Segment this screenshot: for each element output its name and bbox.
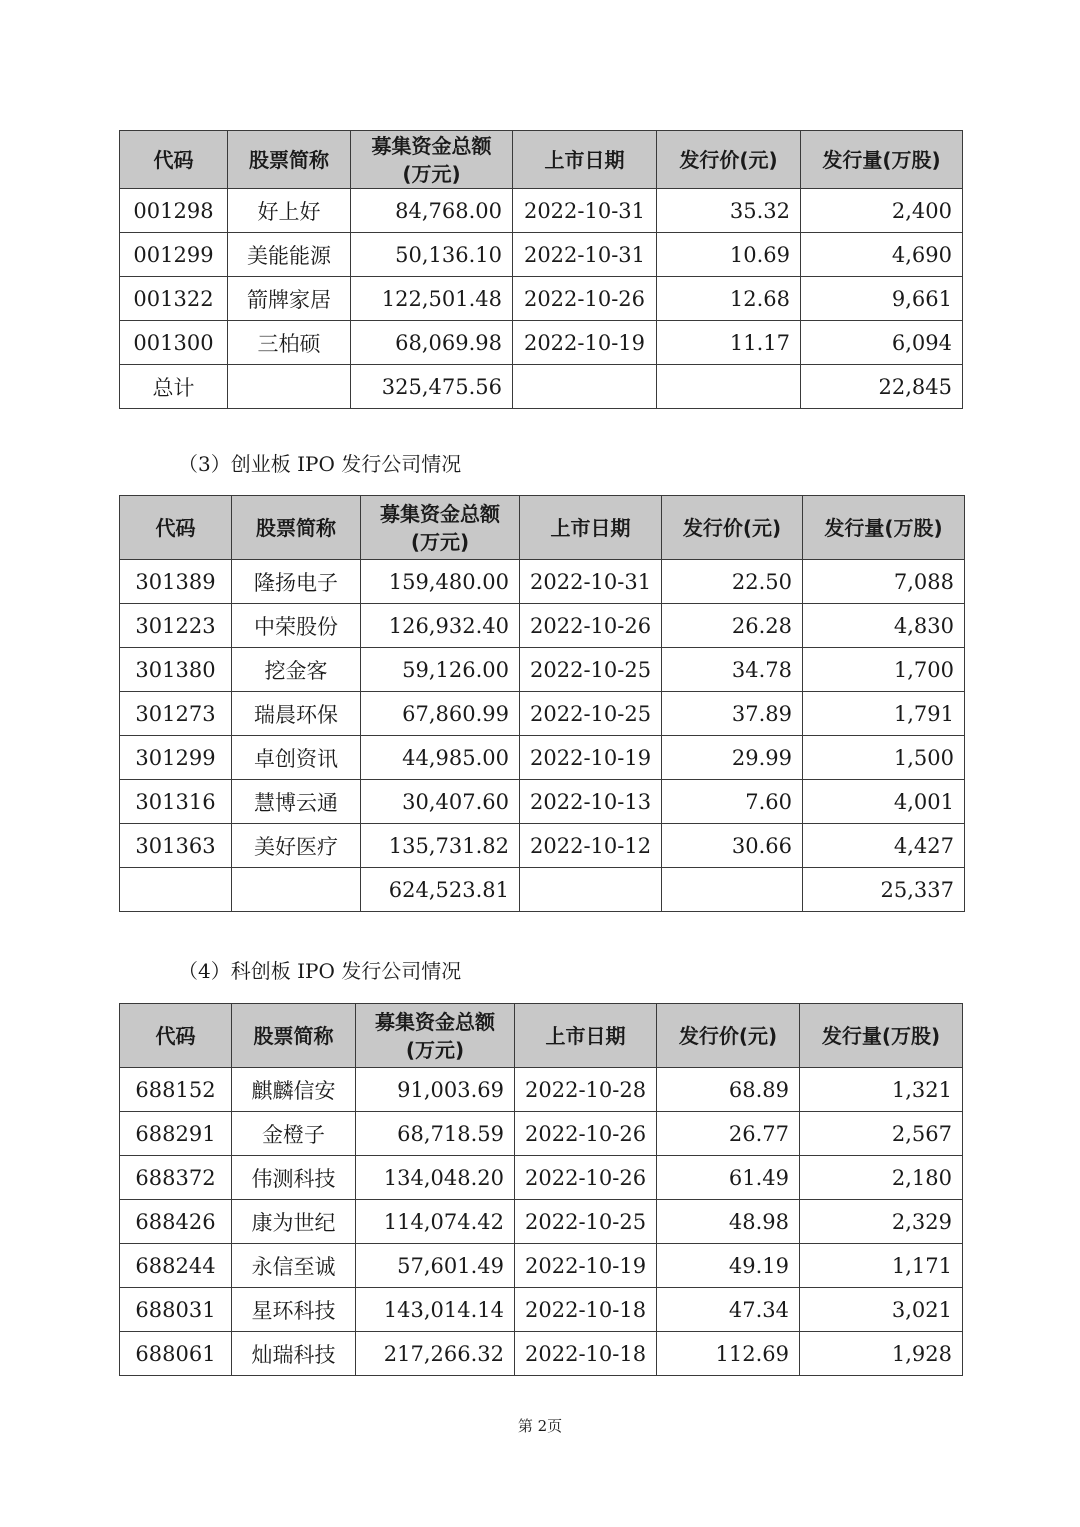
table-row bbox=[120, 648, 965, 692]
table-cell: 1,321 bbox=[800, 1068, 963, 1112]
table-cell: 中荣股份 bbox=[232, 604, 361, 648]
table-row bbox=[120, 1156, 963, 1200]
table-row bbox=[120, 189, 963, 233]
table-cell: 2022-10-13 bbox=[520, 780, 662, 824]
table-row bbox=[120, 780, 965, 824]
table-cell: 126,932.40 bbox=[361, 604, 520, 648]
table-cell: 2022-10-26 bbox=[513, 277, 657, 321]
table-cell: 2022-10-19 bbox=[520, 736, 662, 780]
column-header: 发行价(元) bbox=[657, 1004, 800, 1068]
table-cell: 7.60 bbox=[662, 780, 803, 824]
table-header-row bbox=[120, 1004, 963, 1068]
section-title-chinext: （3）创业板 IPO 发行公司情况 bbox=[178, 452, 462, 476]
table-cell: 84,768.00 bbox=[351, 189, 513, 233]
table-cell: 48.98 bbox=[657, 1200, 800, 1244]
table-cell: 61.49 bbox=[657, 1156, 800, 1200]
table-cell: 1,171 bbox=[800, 1244, 963, 1288]
table-cell: 2022-10-31 bbox=[513, 189, 657, 233]
column-header: 股票简称 bbox=[232, 496, 361, 560]
table-header-row bbox=[120, 496, 965, 560]
table-cell: 301389 bbox=[120, 560, 232, 604]
table-cell: 2022-10-25 bbox=[520, 648, 662, 692]
table-cell: 慧博云通 bbox=[232, 780, 361, 824]
table-cell: 永信至诚 bbox=[232, 1244, 356, 1288]
table-cell: 4,001 bbox=[803, 780, 965, 824]
table-cell: 星环科技 bbox=[232, 1288, 356, 1332]
table-cell: 59,126.00 bbox=[361, 648, 520, 692]
table-cell: 美好医疗 bbox=[232, 824, 361, 868]
table-cell: 金橙子 bbox=[232, 1112, 356, 1156]
table-cell: 57,601.49 bbox=[356, 1244, 515, 1288]
table-cell: 688372 bbox=[120, 1156, 232, 1200]
table-cell: 2022-10-12 bbox=[520, 824, 662, 868]
table-cell: 001299 bbox=[120, 233, 228, 277]
table-cell: 68.89 bbox=[657, 1068, 800, 1112]
table-cell: 挖金客 bbox=[232, 648, 361, 692]
table-cell: 6,094 bbox=[801, 321, 963, 365]
table-cell: 2022-10-19 bbox=[515, 1244, 657, 1288]
table-cell: 301223 bbox=[120, 604, 232, 648]
table-cell: 159,480.00 bbox=[361, 560, 520, 604]
table-cell: 26.28 bbox=[662, 604, 803, 648]
table-cell: 30.66 bbox=[662, 824, 803, 868]
table-cell bbox=[120, 868, 232, 912]
table-cell: 001322 bbox=[120, 277, 228, 321]
table-row bbox=[120, 1288, 963, 1332]
column-header: 发行价(元) bbox=[662, 496, 803, 560]
table-cell: 22,845 bbox=[801, 365, 963, 409]
table-cell: 10.69 bbox=[657, 233, 801, 277]
chinext-ipo-table bbox=[119, 495, 965, 912]
table-row bbox=[120, 321, 963, 365]
table-cell: 30,407.60 bbox=[361, 780, 520, 824]
table-cell: 好上好 bbox=[228, 189, 351, 233]
table-cell: 2022-10-25 bbox=[520, 692, 662, 736]
table-cell: 35.32 bbox=[657, 189, 801, 233]
star-market-ipo-table bbox=[119, 1003, 963, 1376]
table-row bbox=[120, 277, 963, 321]
table-cell: 624,523.81 bbox=[361, 868, 520, 912]
total-row bbox=[120, 868, 965, 912]
table-row bbox=[120, 604, 965, 648]
table-cell: 三柏硕 bbox=[228, 321, 351, 365]
table-cell: 2,400 bbox=[801, 189, 963, 233]
table-cell: 1,500 bbox=[803, 736, 965, 780]
table-cell: 68,069.98 bbox=[351, 321, 513, 365]
table-cell: 9,661 bbox=[801, 277, 963, 321]
table-cell: 91,003.69 bbox=[356, 1068, 515, 1112]
page-number: 第 2页 bbox=[517, 1417, 563, 1435]
table-cell: 34.78 bbox=[662, 648, 803, 692]
table-cell: 2022-10-26 bbox=[515, 1112, 657, 1156]
column-header: 上市日期 bbox=[515, 1004, 657, 1068]
table-cell bbox=[662, 868, 803, 912]
table-cell: 2022-10-31 bbox=[513, 233, 657, 277]
table-cell: 22.50 bbox=[662, 560, 803, 604]
table-cell: 瑞晨环保 bbox=[232, 692, 361, 736]
table-cell: 2022-10-26 bbox=[520, 604, 662, 648]
table-cell: 1,791 bbox=[803, 692, 965, 736]
table-cell bbox=[232, 868, 361, 912]
table-cell: 122,501.48 bbox=[351, 277, 513, 321]
table-cell bbox=[657, 365, 801, 409]
table-cell: 688152 bbox=[120, 1068, 232, 1112]
table-cell: 001300 bbox=[120, 321, 228, 365]
table-cell: 301316 bbox=[120, 780, 232, 824]
table-cell: 49.19 bbox=[657, 1244, 800, 1288]
table-cell: 3,021 bbox=[800, 1288, 963, 1332]
table-cell: 康为世纪 bbox=[232, 1200, 356, 1244]
table-cell: 美能能源 bbox=[228, 233, 351, 277]
table-cell bbox=[513, 365, 657, 409]
column-header: 募集资金总额 (万元) bbox=[351, 131, 513, 189]
table-cell: 68,718.59 bbox=[356, 1112, 515, 1156]
table-row bbox=[120, 1068, 963, 1112]
table-cell: 2022-10-18 bbox=[515, 1332, 657, 1376]
table-cell: 4,830 bbox=[803, 604, 965, 648]
table-cell: 2,180 bbox=[800, 1156, 963, 1200]
column-header: 代码 bbox=[120, 496, 232, 560]
table-cell: 688291 bbox=[120, 1112, 232, 1156]
total-row bbox=[120, 365, 963, 409]
table-row bbox=[120, 692, 965, 736]
table-cell: 1,700 bbox=[803, 648, 965, 692]
column-header: 发行量(万股) bbox=[803, 496, 965, 560]
table-cell: 325,475.56 bbox=[351, 365, 513, 409]
table-cell: 卓创资讯 bbox=[232, 736, 361, 780]
table-cell bbox=[520, 868, 662, 912]
table-row bbox=[120, 736, 965, 780]
table-cell: 麒麟信安 bbox=[232, 1068, 356, 1112]
column-header: 代码 bbox=[120, 131, 228, 189]
table-cell: 4,690 bbox=[801, 233, 963, 277]
table-row bbox=[120, 824, 965, 868]
table-cell: 301380 bbox=[120, 648, 232, 692]
table-cell: 688426 bbox=[120, 1200, 232, 1244]
table-cell: 箭牌家居 bbox=[228, 277, 351, 321]
section-title-star-market: （4）科创板 IPO 发行公司情况 bbox=[178, 959, 462, 983]
table-cell: 301299 bbox=[120, 736, 232, 780]
main-board-ipo-table bbox=[119, 130, 963, 409]
table-cell: 47.34 bbox=[657, 1288, 800, 1332]
table-cell: 2022-10-26 bbox=[515, 1156, 657, 1200]
table-cell: 217,266.32 bbox=[356, 1332, 515, 1376]
table-cell: 688031 bbox=[120, 1288, 232, 1332]
column-header: 股票简称 bbox=[232, 1004, 356, 1068]
table-cell: 隆扬电子 bbox=[232, 560, 361, 604]
table-cell: 2022-10-31 bbox=[520, 560, 662, 604]
column-header: 上市日期 bbox=[513, 131, 657, 189]
table-cell: 7,088 bbox=[803, 560, 965, 604]
table-row bbox=[120, 1332, 963, 1376]
table-cell: 伟测科技 bbox=[232, 1156, 356, 1200]
table-cell: 001298 bbox=[120, 189, 228, 233]
table-cell: 2,567 bbox=[800, 1112, 963, 1156]
table-cell: 143,014.14 bbox=[356, 1288, 515, 1332]
table-cell: 37.89 bbox=[662, 692, 803, 736]
table-cell: 301273 bbox=[120, 692, 232, 736]
table-cell: 2022-10-18 bbox=[515, 1288, 657, 1332]
table-cell: 2022-10-25 bbox=[515, 1200, 657, 1244]
table-row bbox=[120, 1244, 963, 1288]
table-row bbox=[120, 233, 963, 277]
column-header: 代码 bbox=[120, 1004, 232, 1068]
column-header: 上市日期 bbox=[520, 496, 662, 560]
column-header: 募集资金总额 (万元) bbox=[356, 1004, 515, 1068]
table-cell: 112.69 bbox=[657, 1332, 800, 1376]
table-cell: 29.99 bbox=[662, 736, 803, 780]
column-header: 募集资金总额 (万元) bbox=[361, 496, 520, 560]
table-cell: 2,329 bbox=[800, 1200, 963, 1244]
column-header: 发行价(元) bbox=[657, 131, 801, 189]
table-cell: 114,074.42 bbox=[356, 1200, 515, 1244]
table-cell: 688244 bbox=[120, 1244, 232, 1288]
table-cell: 134,048.20 bbox=[356, 1156, 515, 1200]
table-cell: 总计 bbox=[120, 365, 228, 409]
table-cell: 50,136.10 bbox=[351, 233, 513, 277]
table-cell: 67,860.99 bbox=[361, 692, 520, 736]
table-cell: 12.68 bbox=[657, 277, 801, 321]
column-header: 股票简称 bbox=[228, 131, 351, 189]
table-cell: 135,731.82 bbox=[361, 824, 520, 868]
table-cell: 688061 bbox=[120, 1332, 232, 1376]
table-cell: 4,427 bbox=[803, 824, 965, 868]
table-cell: 301363 bbox=[120, 824, 232, 868]
table-row bbox=[120, 1112, 963, 1156]
table-row bbox=[120, 1200, 963, 1244]
table-row bbox=[120, 560, 965, 604]
table-cell: 1,928 bbox=[800, 1332, 963, 1376]
table-cell: 26.77 bbox=[657, 1112, 800, 1156]
column-header: 发行量(万股) bbox=[801, 131, 963, 189]
table-cell: 11.17 bbox=[657, 321, 801, 365]
table-cell: 25,337 bbox=[803, 868, 965, 912]
table-cell bbox=[228, 365, 351, 409]
table-cell: 2022-10-28 bbox=[515, 1068, 657, 1112]
table-cell: 灿瑞科技 bbox=[232, 1332, 356, 1376]
table-cell: 2022-10-19 bbox=[513, 321, 657, 365]
column-header: 发行量(万股) bbox=[800, 1004, 963, 1068]
table-cell: 44,985.00 bbox=[361, 736, 520, 780]
table-header-row bbox=[120, 131, 963, 189]
